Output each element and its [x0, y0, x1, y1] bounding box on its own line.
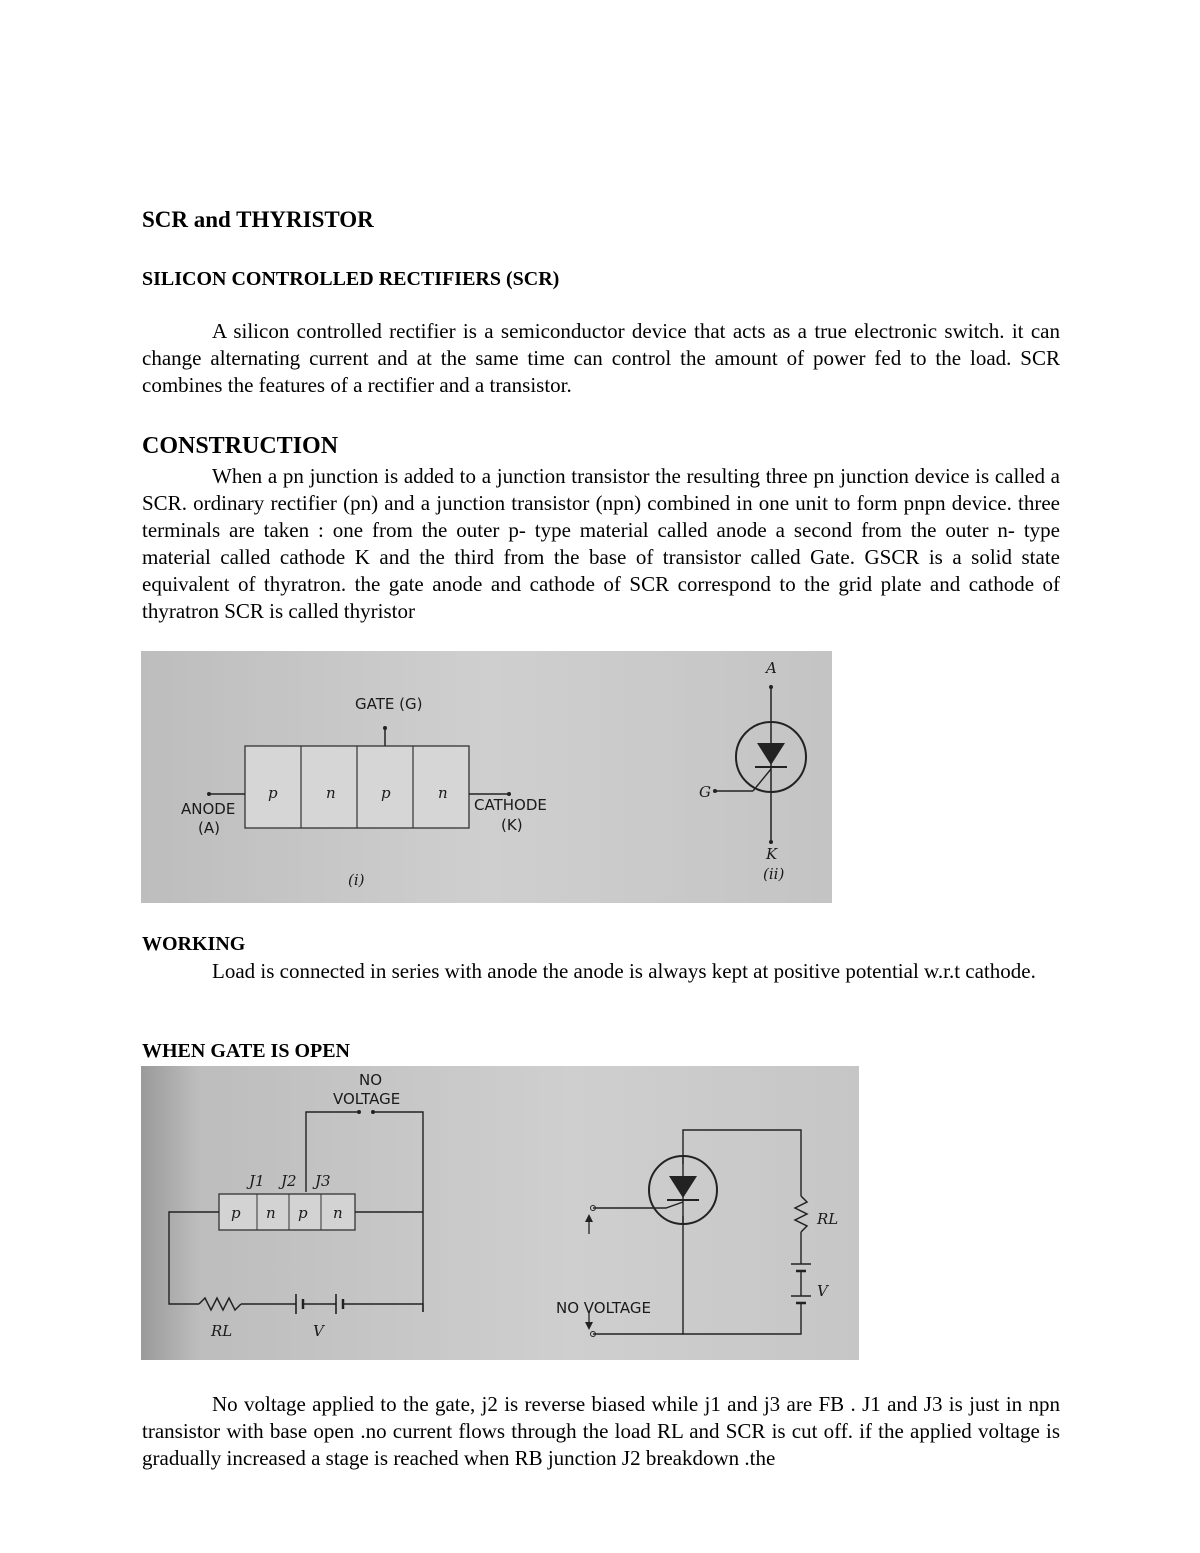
junction-j1: J1: [249, 1172, 265, 1190]
construction-heading: CONSTRUCTION: [142, 433, 339, 459]
fig2-layer-n1: n: [266, 1204, 276, 1222]
layer-n2: n: [438, 784, 448, 802]
layer-n1: n: [326, 784, 336, 802]
right-v-label: V: [817, 1282, 828, 1300]
document-title: SCR and THYRISTOR: [142, 207, 374, 232]
right-rl-label: RL: [817, 1210, 839, 1228]
symbol-gate-label: G: [699, 783, 711, 801]
working-heading: WORKING: [142, 933, 246, 955]
anode-sub-label: (A): [198, 819, 220, 837]
symbol-anode-label: A: [766, 659, 777, 677]
cathode-sub-label: (K): [501, 816, 523, 834]
caption-ii: (ii): [763, 865, 785, 883]
gate-open-heading: WHEN GATE IS OPEN: [142, 1040, 350, 1062]
left-v-label: V: [313, 1322, 324, 1340]
scr-paragraph: A silicon controlled rectifier is a semiconductor device that acts as a true electronic switch. it can change alternating current and at the same time can control the amount of power fed to the load. SCR combines the features of a rectifier and a transistor.: [142, 319, 1060, 397]
working-paragraph: Load is connected in series with anode the anode is always kept at positive potential w.r.t cathode.: [212, 959, 1036, 983]
fig2-layer-p1: p: [231, 1204, 241, 1222]
symbol-cathode-label: K: [766, 845, 778, 863]
junction-j3: J3: [315, 1172, 331, 1190]
gate-open-figure: [141, 1066, 859, 1360]
layer-p2: p: [381, 784, 391, 802]
fig2-layer-p2: p: [298, 1204, 308, 1222]
anode-label: ANODE: [181, 800, 236, 818]
right-no-voltage-label: NO VOLTAGE: [556, 1299, 651, 1317]
fig2-layer-n2: n: [333, 1204, 343, 1222]
scr-heading: SILICON CONTROLLED RECTIFIERS (SCR): [142, 268, 560, 290]
final-paragraph: No voltage applied to the gate, j2 is reverse biased while j1 and j3 are FB . J1 and J3 is just in npn transistor with base open .no current flows through the load RL and SCR is cut off. if the applied voltage is gradually increased a stage is reached when RB junction J2 breakdown .the: [142, 1392, 1060, 1470]
caption-i: (i): [348, 871, 365, 889]
gate-label: GATE (G): [355, 695, 423, 713]
no-voltage-line2: VOLTAGE: [333, 1090, 401, 1108]
construction-paragraph: When a pn junction is added to a junction transistor the resulting three pn junction device is called a SCR. ordinary rectifier (pn) and a junction transistor (npn) combined in one unit to form pnpn device. three terminals are taken : one from the outer p- type material called anode a second from the outer n- type material called cathode K and the third from the base of transistor called Gate. GSCR is a solid state equivalent of thyratron. the gate anode and cathode of SCR correspond to the grid plate and cathode of thyratron SCR is called thyristor: [142, 464, 1060, 623]
cathode-label: CATHODE: [474, 796, 547, 814]
scr-construction-figure: [141, 651, 832, 903]
junction-j2: J2: [281, 1172, 297, 1190]
layer-p1: p: [268, 784, 278, 802]
no-voltage-line1: NO: [359, 1071, 383, 1089]
left-rl-label: RL: [211, 1322, 233, 1340]
